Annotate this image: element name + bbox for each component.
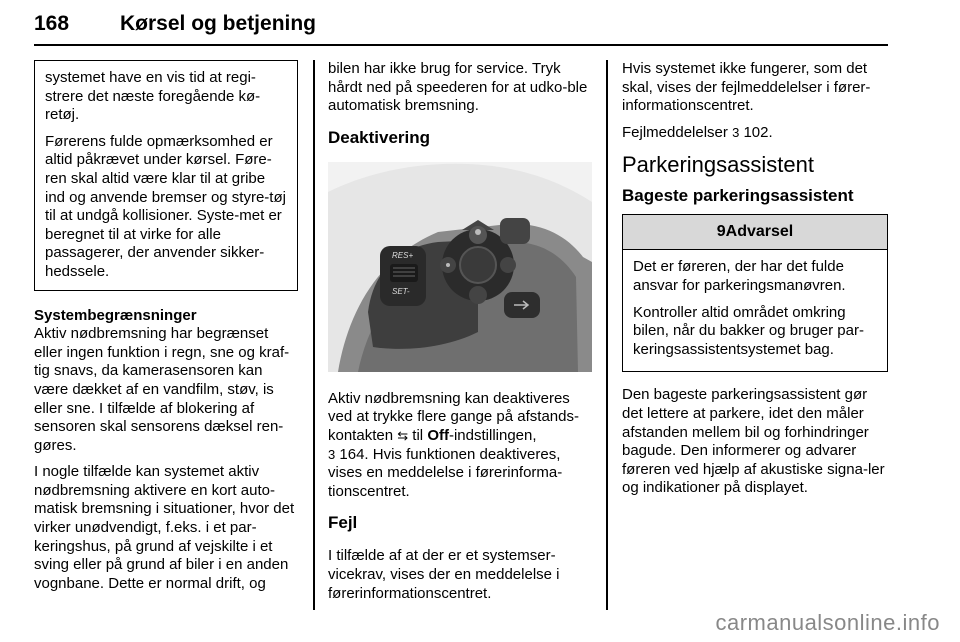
steering-wheel-illustration (328, 162, 592, 372)
column-divider-1 (313, 60, 315, 610)
continued-warning-box (34, 60, 298, 291)
fault-paragraph: I tilfælde af at der er et systemser-vicekrav, vises der en meddelelse i førerinformationscentret. (328, 547, 560, 602)
column-2 (328, 60, 592, 611)
rear-parking-assist-heading: Bageste parkeringsassistent (622, 186, 854, 206)
warning-body (623, 250, 887, 371)
box-paragraph-2: Førerens fulde opmærksomhed er altid påkrævet under kørsel. Føre-ren skal altid være klar til at gribe ind og anvende bremser og styre-tøj til at undgå kollisioner. Syste-met er beregnet til at virke for alle passagerer, der anvender sikker-hedssele. (45, 132, 286, 280)
intro-paragraph: bilen har ikke brug for service. Tryk hårdt ned på speederen for at udko-ble automatisk bremsning. (328, 60, 588, 115)
deactivation-heading: Deaktivering (328, 127, 431, 147)
set-label: SET- (392, 286, 410, 296)
box-paragraph-1: systemet have en vis tid at regi-strere det næste foregående kø-retøj. (45, 69, 261, 124)
distance-switch-icon: ⇆ (397, 427, 409, 443)
header-rule (34, 44, 888, 46)
rear-assist-paragraph: Den bageste parkeringsassistent gør det lettere at parkere, idet den måler afstanden mellem bil og forhindringer bagude. Den informerer og advarer føreren ved hjælp af akustiske signa-ler og indikationer på displayet. (622, 386, 885, 497)
system-limits-heading: Systembegrænsninger (34, 306, 197, 324)
column-1 (34, 60, 298, 601)
watermark: carmanualsonline.info (715, 610, 940, 635)
warning-triangle-icon: 9 (716, 223, 726, 241)
deactivation-paragraph: Aktiv nødbremsning kan deaktiveres ved at trykke flere gange på afstands-kontakten ⇆ til Off-indstillingen, 3 164. Hvis funktionen deaktiveres, vises en meddelelse i førerinforma-tionscentret. (328, 389, 579, 500)
parking-assist-title: Parkeringsassistent (622, 152, 814, 178)
page-reference-icon: 3 (328, 446, 336, 462)
column-3 (622, 60, 888, 506)
warning-box (622, 214, 888, 372)
fault-heading: Fejl (328, 513, 358, 533)
warning-title: 9Advarsel (623, 215, 887, 250)
fault-messages-reference: Fejlmeddelelser 3 102. (622, 123, 773, 141)
system-limits-paragraph-1: Aktiv nødbremsning har begrænset eller ingen funktion i regn, sne og kraf-tig snavs, da kamerasensoren kan være dækket af en vandfilm, støv, is eller sne. I tilfælde af blokering af sensoren skal sensorens dæksel ren-gøres. (34, 325, 290, 454)
column-divider-2 (606, 60, 608, 610)
page-reference-icon: 3 (732, 124, 740, 140)
chapter-title: Kørsel og betjening (120, 12, 317, 35)
page-header (34, 12, 888, 48)
warning-paragraph-2: Kontroller altid området omkring bilen, når du bakker og bruger par-keringsassistentsystemet bag. (633, 303, 864, 358)
system-limits-paragraph-2: I nogle tilfælde kan systemet aktiv nødbremsning aktivere en kort auto-matisk bremsning i situationer, hvor det virker unødvendigt, f.eks. i et par-keringshus, på grund af vejskilte i et sving eller på grund af biler i en anden vognbane. Dette er normal drift, og (34, 463, 295, 592)
fault-messages-paragraph: Hvis systemet ikke fungerer, som det skal, vises der fejlmeddelelser i fører-informationscentret. (622, 60, 871, 115)
page-number: 168 (34, 12, 70, 35)
res-label: RES+ (392, 250, 414, 260)
warning-paragraph-1: Det er føreren, der har det fulde ansvar for parkeringsmanøvren. (633, 258, 846, 294)
